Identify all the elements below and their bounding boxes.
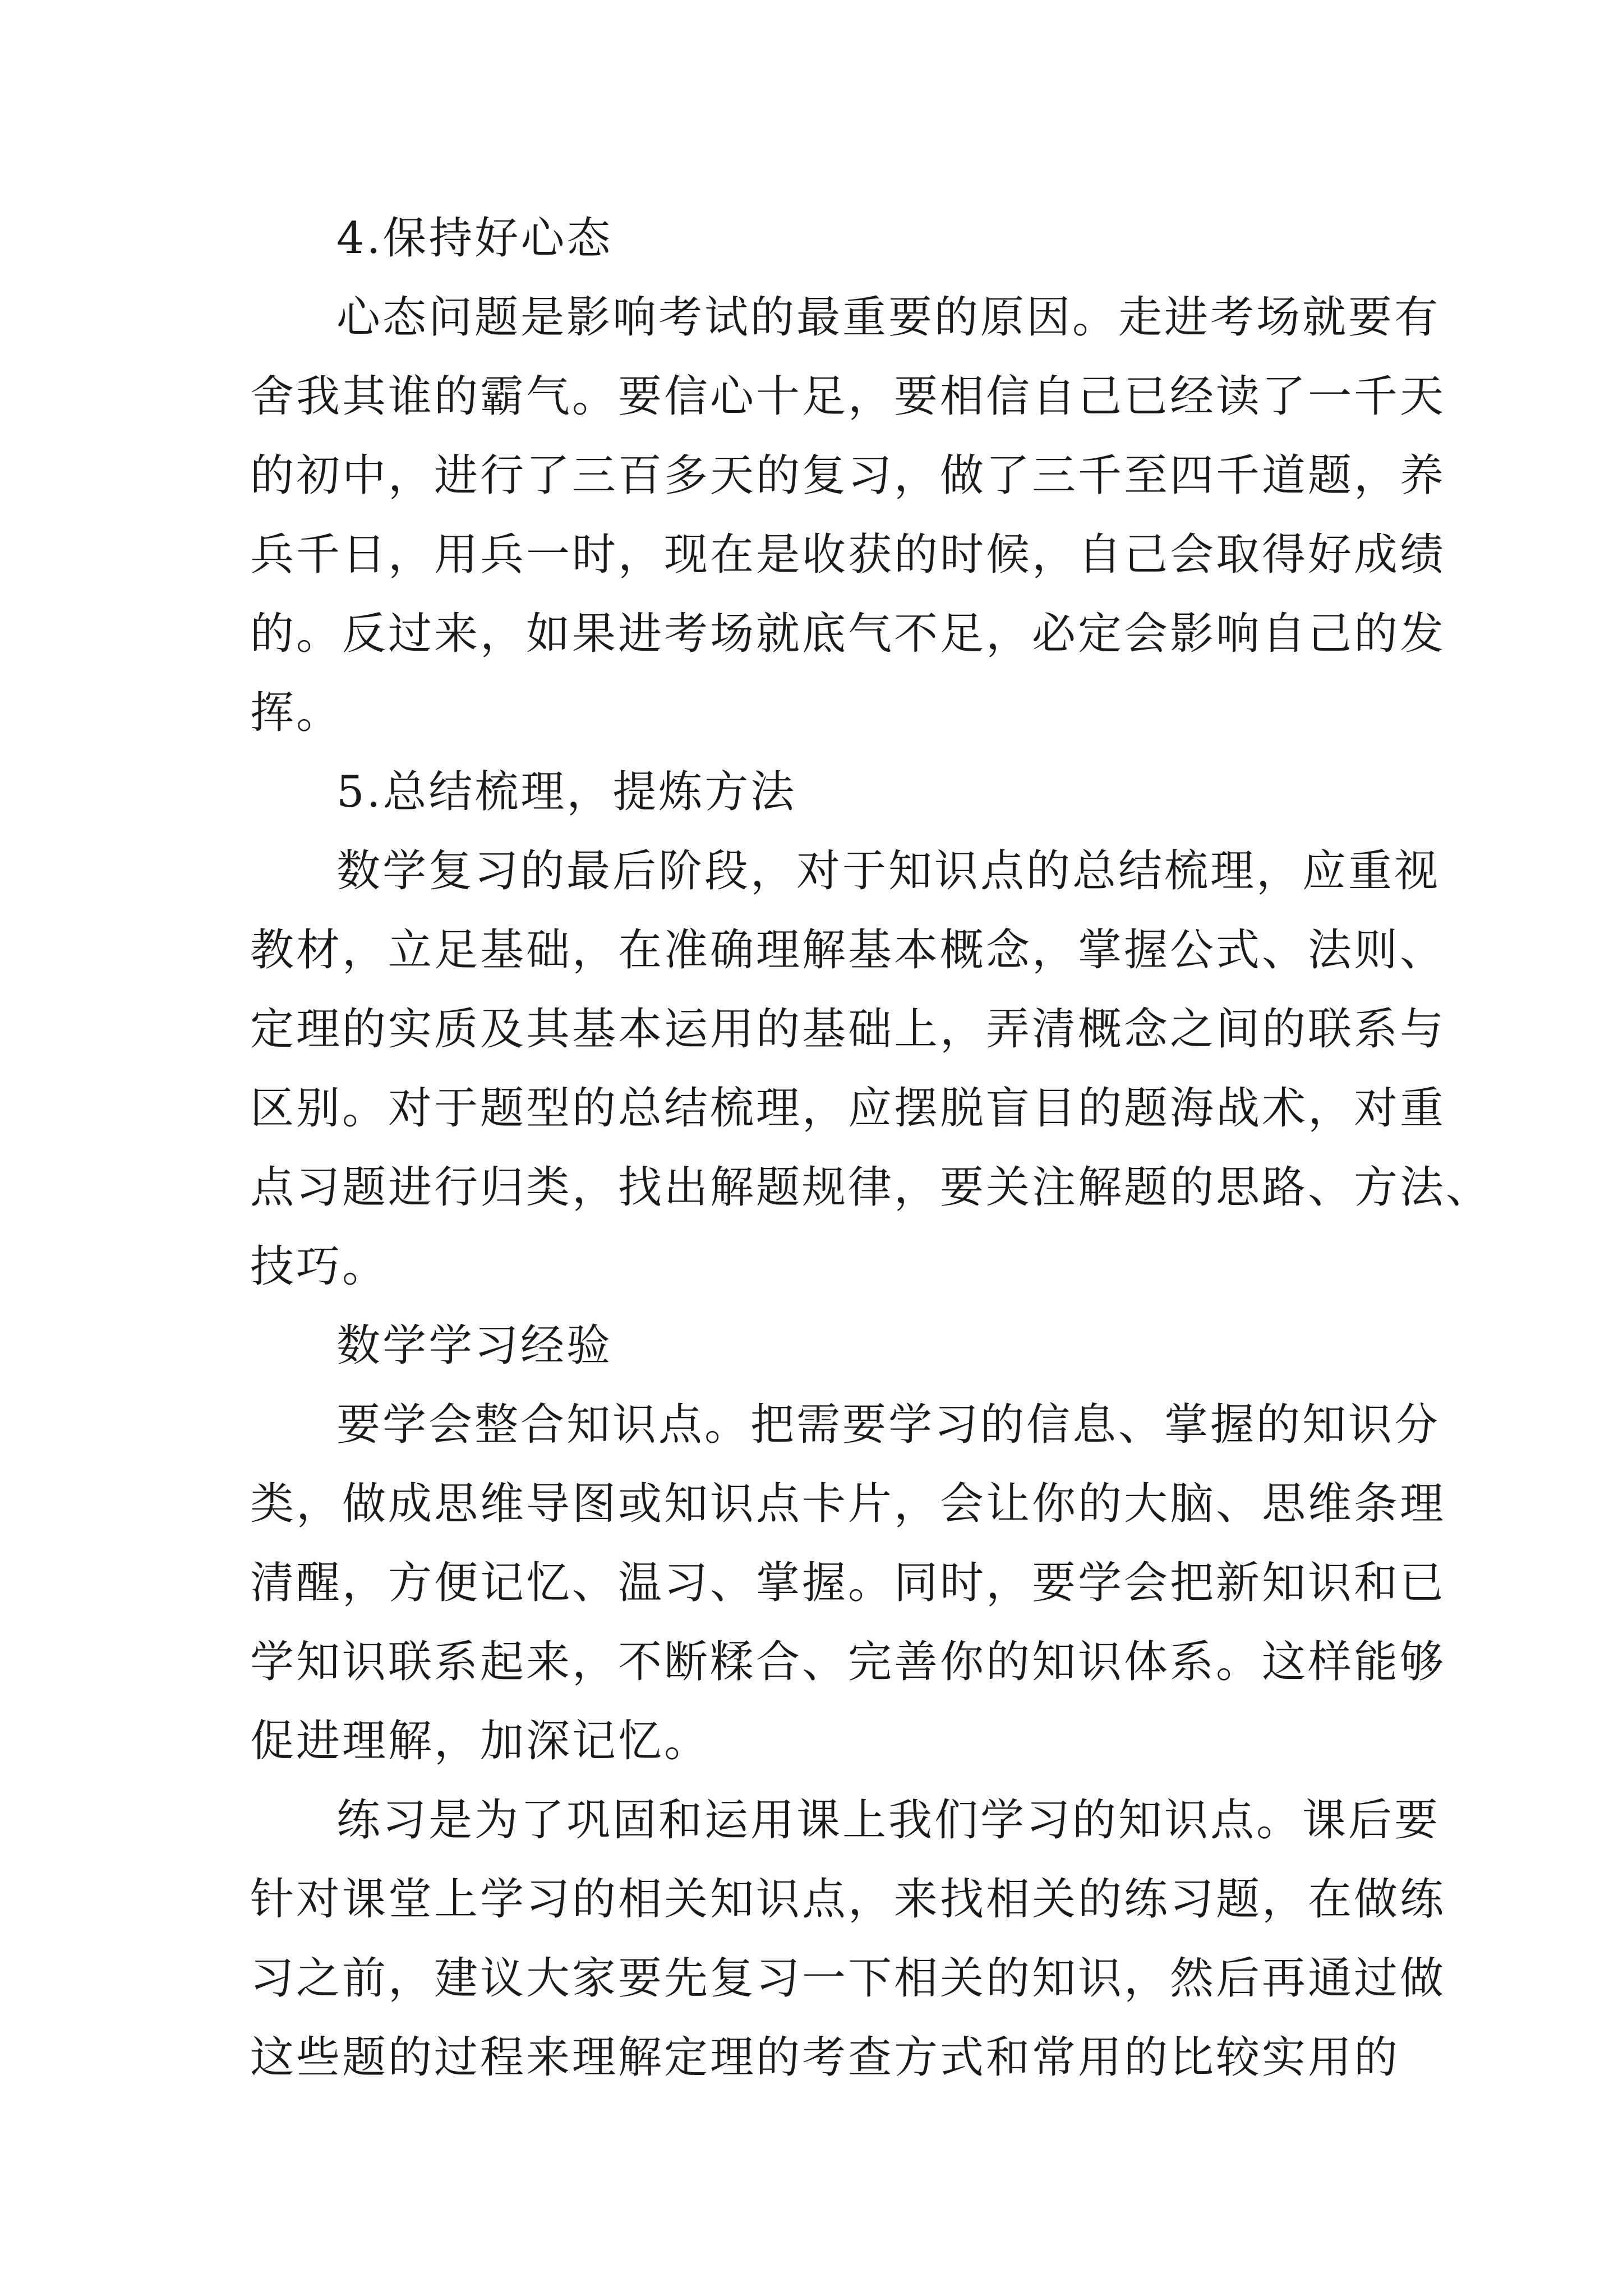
paragraph-line: 点习题进行归类，找出解题规律，要关注解题的思路、方法、 xyxy=(250,1162,1492,1213)
paragraph-line: 类，做成思维导图或知识点卡片，会让你的大脑、思维条理 xyxy=(250,1479,1446,1529)
heading-experience: 数学学习经验 xyxy=(336,1320,613,1371)
paragraph-line: 区别。对于题型的总结梳理，应摆脱盲目的题海战术，对重 xyxy=(250,1083,1446,1134)
paragraph-line: 的。反过来，如果进考场就底气不足，必定会影响自己的发 xyxy=(250,609,1446,659)
paragraph-line: 针对课堂上学习的相关知识点，来找相关的练习题，在做练 xyxy=(250,1874,1446,1925)
paragraph-line: 挥。 xyxy=(250,688,343,738)
paragraph-line: 练习是为了巩固和运用课上我们学习的知识点。课后要 xyxy=(336,1795,1441,1846)
paragraph-line: 心态问题是影响考试的最重要的原因。走进考场就要有 xyxy=(336,292,1441,343)
heading-mindset: 4.保持好心态 xyxy=(336,213,613,264)
paragraph-line: 要学会整合知识点。把需要学习的信息、掌握的知识分 xyxy=(336,1400,1441,1450)
paragraph-line: 教材，立足基础，在准确理解基本概念，掌握公式、法则、 xyxy=(250,925,1446,976)
paragraph-line: 定理的实质及其基本运用的基础上，弄清概念之间的联系与 xyxy=(250,1004,1446,1055)
paragraph-line: 习之前，建议大家要先复习一下相关的知识，然后再通过做 xyxy=(250,1953,1446,2004)
paragraph-line: 的初中，进行了三百多天的复习，做了三千至四千道题，养 xyxy=(250,450,1446,501)
paragraph-line: 学知识联系起来，不断糅合、完善你的知识体系。这样能够 xyxy=(250,1637,1446,1687)
paragraph-line: 数学复习的最后阶段，对于知识点的总结梳理，应重视 xyxy=(336,846,1441,896)
paragraph-line: 技巧。 xyxy=(250,1241,389,1292)
paragraph-line: 这些题的过程来理解定理的考查方式和常用的比较实用的 xyxy=(250,2032,1400,2083)
paragraph-line: 清醒，方便记忆、温习、掌握。同时，要学会把新知识和已 xyxy=(250,1558,1446,1608)
paragraph-line: 兵千日，用兵一时，现在是收获的时候，自己会取得好成绩 xyxy=(250,530,1446,580)
paragraph-line: 舍我其谁的霸气。要信心十足，要相信自己已经读了一千天 xyxy=(250,371,1446,422)
heading-summary: 5.总结梳理，提炼方法 xyxy=(336,767,797,817)
paragraph-line: 促进理解，加深记忆。 xyxy=(250,1716,711,1766)
